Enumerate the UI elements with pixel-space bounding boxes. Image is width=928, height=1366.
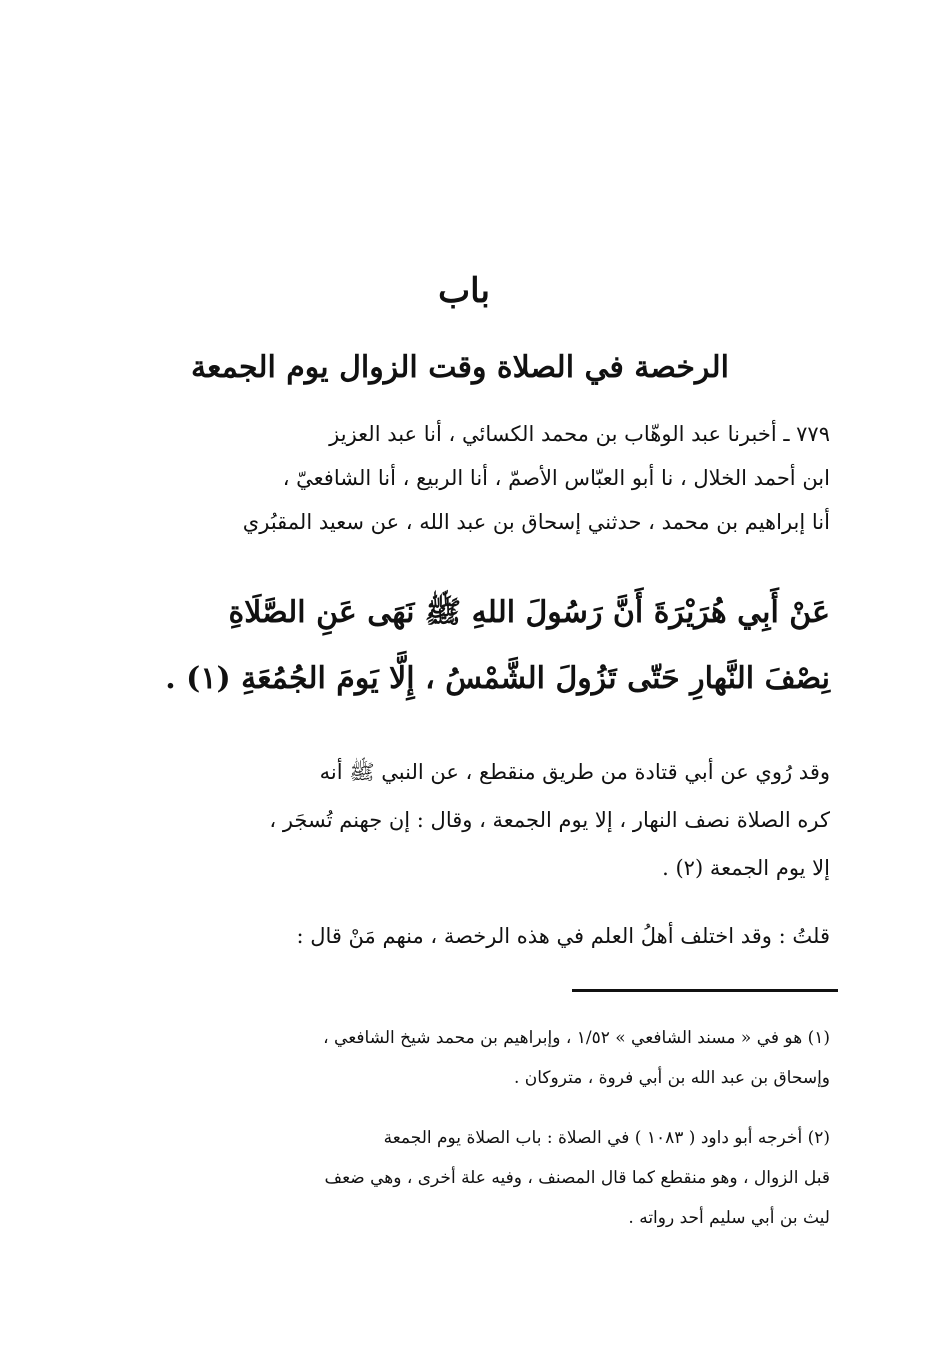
footnote-divider — [572, 989, 838, 992]
chapter-title: الرخصة في الصلاة وقت الزوال يوم الجمعة — [191, 350, 729, 385]
narration-chain — [178, 412, 830, 544]
footnote-line: قبل الزوال ، وهو منقطع كما قال المصنف ، وفيه علة أخرى ، وهي ضعف — [324, 1168, 830, 1188]
paragraph-line: إلا يوم الجمعة (٢) . — [662, 856, 830, 880]
footnote-1 — [178, 1018, 830, 1098]
hadith-line: نِصْفَ النَّهارِ حَتّى تَزُولَ الشَّمْسُ ، إِلَّا يَومَ الجُمُعَةِ (١) . — [165, 661, 830, 696]
commentary-paragraph — [178, 748, 830, 892]
paragraph-line: وقد رُوي عن أبي قتادة من طريق منقطع ، عن النبي ﷺ أنه — [319, 760, 830, 784]
chapter-heading-word: باب — [438, 271, 490, 311]
footnote-line: ليث بن أبي سليم أحد رواته . — [628, 1208, 830, 1228]
hadith-line: عَنْ أَبِي هُرَيْرَةَ أَنَّ رَسُولَ اللهِ ﷺ نَهَى عَنِ الصَّلَاةِ — [228, 595, 830, 630]
paragraph-line: قلتُ : وقد اختلف أهلُ العلم في هذه الرخصة ، منهم مَنْ قال : — [296, 924, 830, 948]
paragraph-line: كره الصلاة نصف النهار ، إلا يوم الجمعة ، وقال : إن جهنم تُسجَر ، — [269, 808, 830, 832]
footnote-line: (٢) أخرجه أبو داود ( ١٠٨٣ ) في الصلاة : باب الصلاة يوم الجمعة — [383, 1128, 830, 1148]
commentary-paragraph-2 — [178, 912, 830, 960]
narration-line: ٧٧٩ ـ أخبرنا عبد الوهّاب بن محمد الكسائي ، أنا عبد العزيز — [329, 422, 830, 446]
narration-line: أنا إبراهيم بن محمد ، حدثني إسحاق بن عبد الله ، عن سعيد المقبُري — [242, 510, 830, 534]
hadith-text — [165, 580, 830, 712]
footnote-line: وإسحاق بن عبد الله بن أبي فروة ، متروكان . — [513, 1068, 830, 1088]
footnote-2 — [178, 1118, 830, 1238]
footnote-line: (١) هو في « مسند الشافعي » ١/٥٢ ، وإبراهيم بن محمد شيخ الشافعي ، — [323, 1028, 830, 1048]
narration-line: ابن أحمد الخلال ، نا أبو العبّاس الأصمّ ، أنا الربيع ، أنا الشافعيّ ، — [282, 466, 830, 490]
